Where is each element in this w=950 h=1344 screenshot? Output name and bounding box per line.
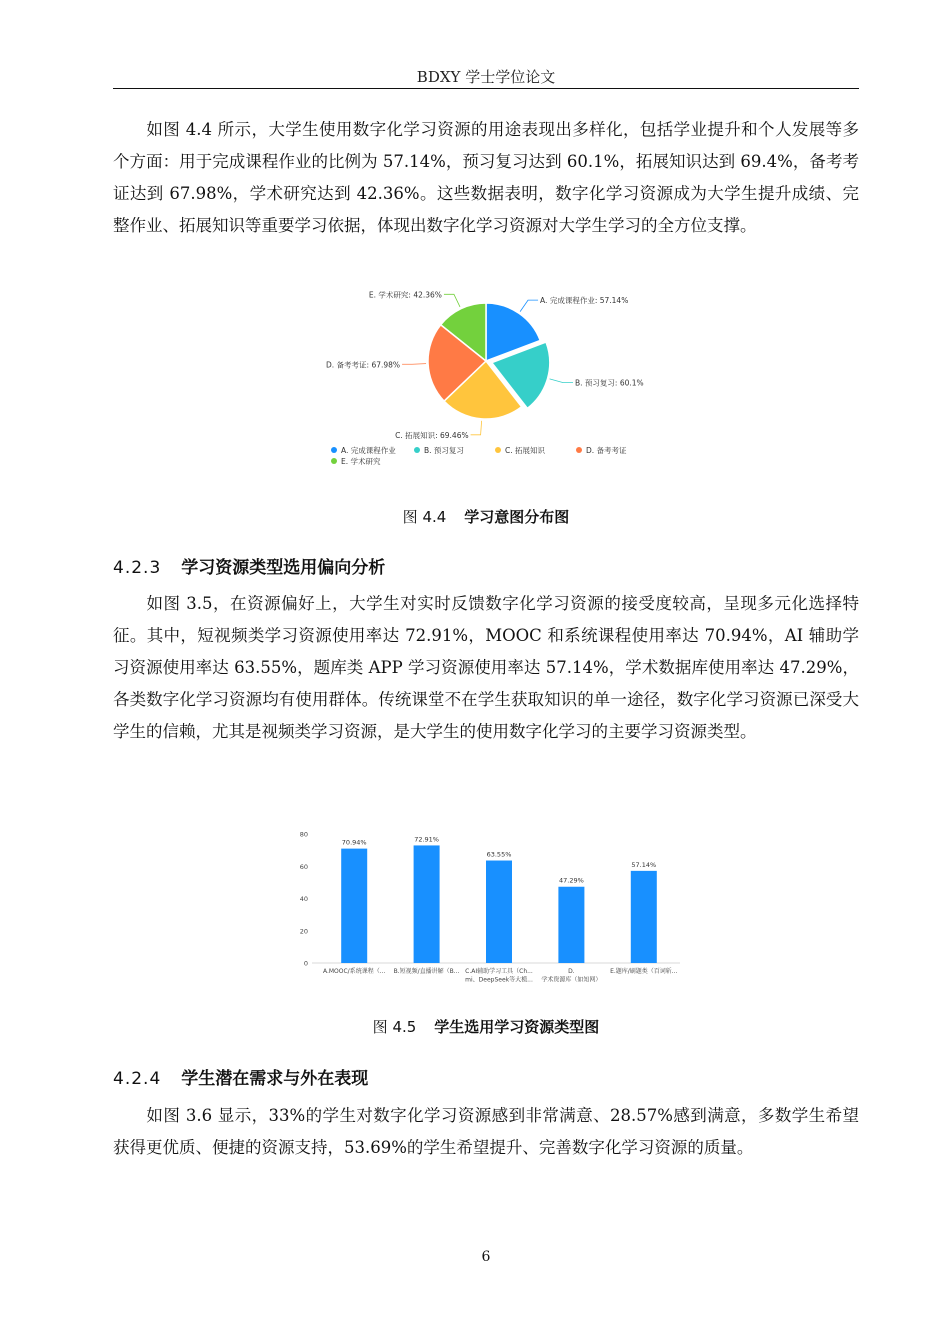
legend-swatch-d xyxy=(576,447,582,453)
bar-3 xyxy=(486,861,512,963)
y-tick-label: 20 xyxy=(299,927,308,936)
legend-label-a: A. 完成课程作业 xyxy=(341,446,396,455)
bar-5 xyxy=(631,871,657,963)
y-tick-label: 40 xyxy=(299,895,308,903)
figure-4-4-title: 学习意图分布图 xyxy=(464,508,570,526)
x-category-label-3: mi、DeepSeek等大模... xyxy=(465,976,533,984)
paragraph-1-text: 如图 4.4 所示，大学生使用数字化学习资源的用途表现出多样化，包括学业提升和个人发展等多个方面：用于完成课程作业的比例为 57.14%，预习复习达到 60.1%，拓展知识达到 69.4%，备考考证达到 67.98%，学术研究达到 42.36%。这些数据表明，数字化学习资源成为大学生提升成绩、完整作业、拓展知识等重要学习依据，体现出数字化学习资源对大学生学习的全方位支撑。 xyxy=(113,120,859,235)
x-category-label-1: A.MOOC/系统课程（... xyxy=(322,968,386,975)
figure-4-5-caption xyxy=(113,1016,859,1037)
bar-marks xyxy=(323,835,678,983)
x-category-label-2: B.短视频/直播讲解（B... xyxy=(393,968,460,975)
bar-data-label-1: 70.94% xyxy=(341,838,367,847)
x-category-label-4: 学术资源库（如知网） xyxy=(541,976,602,984)
paragraph-2 xyxy=(113,588,859,748)
pie-legend xyxy=(331,445,627,466)
pie-label-b: B. 预习复习: 60.1% xyxy=(575,378,644,388)
x-category-label-4: D. xyxy=(568,968,575,975)
legend-swatch-c xyxy=(495,447,501,453)
bar-2 xyxy=(414,845,440,963)
legend-label-c: C. 拓展知识 xyxy=(505,446,546,455)
section-4-2-4-number: 4.2.4 xyxy=(113,1069,162,1089)
section-4-2-3-number: 4.2.3 xyxy=(113,558,162,578)
pie-leader-line-b xyxy=(550,379,573,383)
bar-chart xyxy=(290,822,690,992)
pie-label-c: C. 拓展知识: 69.46% xyxy=(395,430,469,440)
y-tick-label: 0 xyxy=(303,959,308,968)
header-rule xyxy=(113,88,859,89)
paragraph-1 xyxy=(113,114,859,242)
pie-leader-line-a xyxy=(520,300,538,312)
pie-label-a: A. 完成课程作业: 57.14% xyxy=(540,296,629,306)
page-number: 6 xyxy=(481,1249,491,1265)
pie-leader-line-e xyxy=(444,294,460,307)
legend-swatch-e xyxy=(331,458,337,464)
page-header: BDXY 学士学位论文 xyxy=(416,68,556,86)
section-4-2-4-title: 学生潜在需求与外在表现 xyxy=(181,1069,369,1089)
legend-swatch-a xyxy=(331,447,337,453)
bar-data-label-5: 57.14% xyxy=(631,860,657,869)
section-4-2-3-heading xyxy=(113,553,385,578)
legend-label-d: D. 备考考证 xyxy=(586,446,627,455)
pie-leader-line-c xyxy=(471,421,482,435)
pie-label-e: E. 学术研究: 42.36% xyxy=(368,290,442,300)
paragraph-3-text: 如图 3.6 显示，33%的学生对数字化学习资源感到非常满意、28.57%感到满意，多数学生希望获得更优质、便捷的资源支持，53.69%的学生希望提升、完善数字化学习资源的质量。 xyxy=(113,1106,859,1157)
legend-label-b: B. 预习复习 xyxy=(424,446,464,455)
paragraph-3 xyxy=(113,1100,859,1164)
y-tick-label: 80 xyxy=(299,830,308,839)
pie-chart xyxy=(300,282,700,472)
x-category-label-3: C.AI辅助学习工具（Ch... xyxy=(465,968,533,975)
bar-data-label-2: 72.91% xyxy=(414,835,439,844)
bar-4 xyxy=(558,887,584,963)
pie-label-d: D. 备考考证: 67.98% xyxy=(326,360,401,370)
figure-4-5-number: 图 4.5 xyxy=(372,1018,417,1036)
figure-4-5-title: 学生选用学习资源类型图 xyxy=(434,1018,600,1036)
bar-1 xyxy=(341,849,367,963)
figure-4-4-number: 图 4.4 xyxy=(402,508,447,526)
legend-swatch-b xyxy=(414,447,420,453)
bar-data-label-3: 63.55% xyxy=(486,850,512,859)
bar-data-label-4: 47.29% xyxy=(559,876,584,885)
x-category-label-5: E.题库/刷题类（百词斩... xyxy=(610,968,678,975)
legend-label-e: E. 学术研究 xyxy=(341,457,381,466)
pie-slices xyxy=(326,289,644,439)
figure-4-4-caption xyxy=(113,506,859,527)
y-tick-label: 60 xyxy=(299,862,308,871)
pie-leader-line-d xyxy=(402,364,426,365)
section-4-2-4-heading xyxy=(113,1064,368,1089)
paragraph-2-text: 如图 3.5，在资源偏好上，大学生对实时反馈数字化学习资源的接受度较高，呈现多元化选择特征。其中，短视频类学习资源使用率达 72.91%，MOOC 和系统课程使用率达 70.94%，AI 辅助学习资源使用率达 63.55%，题库类 APP 学习资源使用率达 57.14%，学术数据库使用率达 47.29%，各类数字化学习资源均有使用群体。传统课堂不在学生获取知识的单一途径，数字化学习资源已深受大学生的信赖，尤其是视频类学习资源，是大学生的使用数字化学习的主要学习资源类型。 xyxy=(113,594,859,741)
section-4-2-3-title: 学习资源类型选用偏向分析 xyxy=(181,558,386,578)
